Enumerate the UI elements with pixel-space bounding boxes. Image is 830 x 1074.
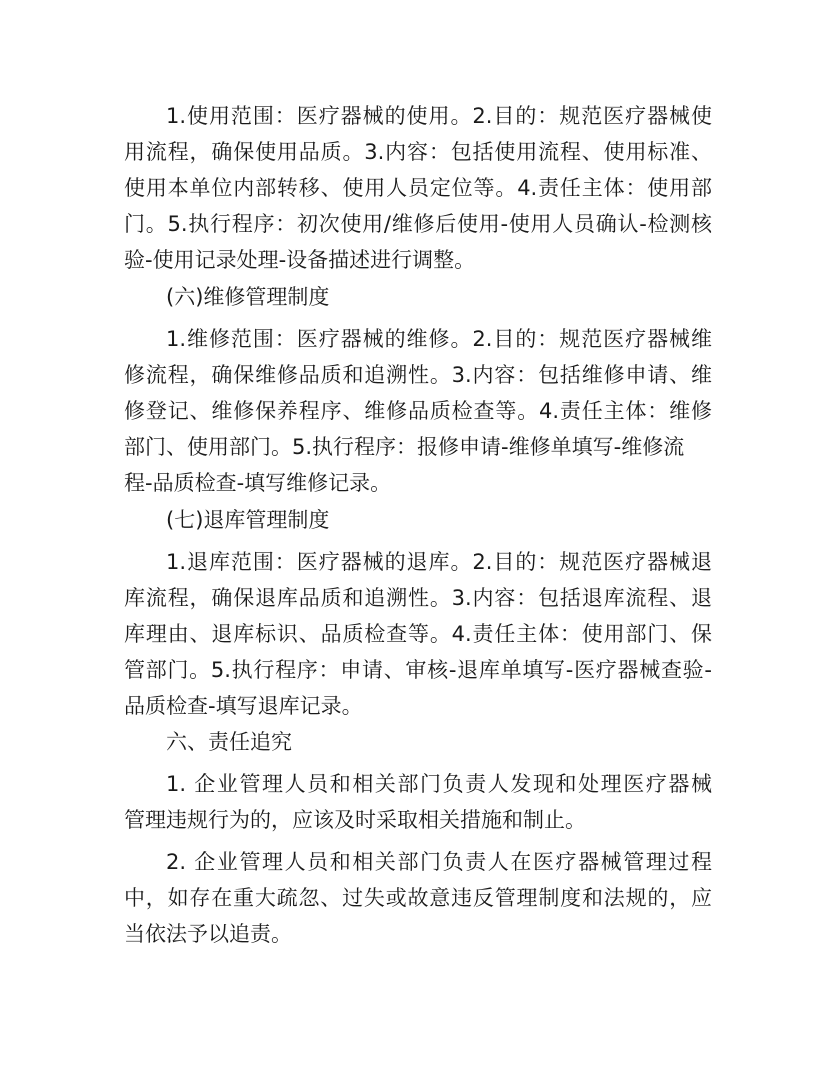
text-line: 修登记、维修保养程序、维修品质检查等。4.责任主体：维修 xyxy=(124,399,712,423)
text-line: 验-使用记录处理-设备描述进行调整。 xyxy=(124,248,476,272)
text-line: 使用本单位内部转移、使用人员定位等。4.责任主体：使用部 xyxy=(124,176,712,200)
paragraph-usage xyxy=(124,98,712,278)
heading-return xyxy=(124,502,712,538)
text-line: 管理违规行为的，应该及时采取相关措施和制止。 xyxy=(124,808,586,832)
text-line: 管部门。5.执行程序：申请、审核-退库单填写-医疗器械查验- xyxy=(124,658,712,682)
text-line: 品质检查-填写退库记录。 xyxy=(124,694,363,718)
text-line: 部门、使用部门。5.执行程序：报修申请-维修单填写-维修流 xyxy=(124,435,685,459)
section-heading: 六、责任追究 xyxy=(166,730,292,754)
paragraph-return xyxy=(124,544,712,724)
text-line: 修流程，确保维修品质和追溯性。3.内容：包括维修申请、维 xyxy=(124,363,712,387)
text-line: 中，如存在重大疏忽、过失或故意违反管理制度和法规的，应 xyxy=(124,886,712,910)
text-line: 2. 企业管理人员和相关部门负责人在医疗器械管理过程 xyxy=(166,850,712,874)
section-heading: (六)维修管理制度 xyxy=(166,285,330,309)
text-line: 当依法予以追责。 xyxy=(124,922,292,946)
text-line: 门。5.执行程序：初次使用/维修后使用-使用人员确认-检测核 xyxy=(124,212,712,236)
paragraph-accountability-1 xyxy=(124,766,712,838)
heading-maintenance xyxy=(124,279,712,315)
paragraph-maintenance xyxy=(124,321,712,501)
section-heading: (七)退库管理制度 xyxy=(166,508,330,532)
text-line: 库理由、退库标识、品质检查等。4.责任主体：使用部门、保 xyxy=(124,622,712,646)
text-line: 1. 企业管理人员和相关部门负责人发现和处理医疗器械 xyxy=(166,772,712,796)
heading-accountability xyxy=(124,724,712,760)
text-line: 1.维修范围：医疗器械的维修。2.目的：规范医疗器械维 xyxy=(166,327,712,351)
paragraph-accountability-2 xyxy=(124,844,712,952)
text-line: 库流程，确保退库品质和追溯性。3.内容：包括退库流程、退 xyxy=(124,586,712,610)
text-line: 用流程，确保使用品质。3.内容：包括使用流程、使用标准、 xyxy=(124,140,712,164)
text-line: 1.退库范围：医疗器械的退库。2.目的：规范医疗器械退 xyxy=(166,550,712,574)
text-line: 1.使用范围：医疗器械的使用。2.目的：规范医疗器械使 xyxy=(166,104,712,128)
text-line: 程-品质检查-填写维修记录。 xyxy=(124,471,392,495)
